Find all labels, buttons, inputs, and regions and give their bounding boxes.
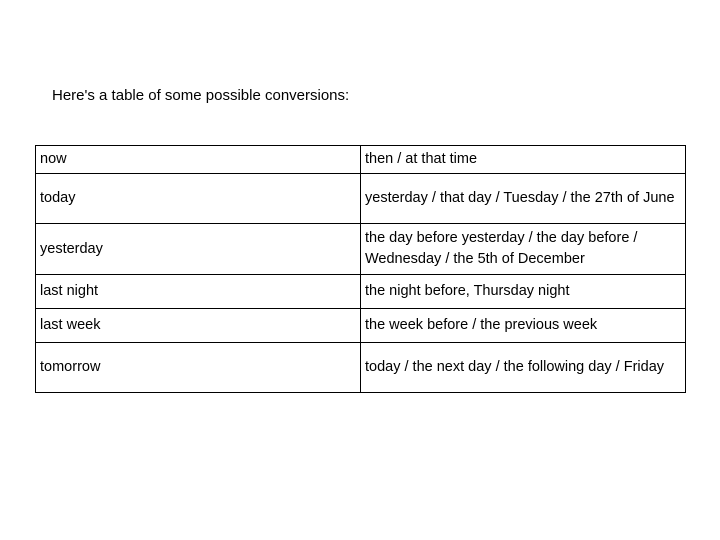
- table-cell-from: now: [36, 146, 361, 174]
- table-cell-from: tomorrow: [36, 343, 361, 393]
- table-cell-to: the week before / the previous week: [361, 309, 686, 343]
- table-cell-to: the night before, Thursday night: [361, 275, 686, 309]
- table-cell-from: today: [36, 174, 361, 224]
- conversions-table: [35, 145, 686, 393]
- table-cell-to: yesterday / that day / Tuesday / the 27th of June: [361, 174, 686, 224]
- table-cell-from: last week: [36, 309, 361, 343]
- table-row: [36, 146, 686, 174]
- table-row: [36, 343, 686, 393]
- table-cell-to: today / the next day / the following day / Friday: [361, 343, 686, 393]
- table-row: [36, 275, 686, 309]
- table-row: [36, 224, 686, 275]
- table-cell-from: yesterday: [36, 224, 361, 275]
- intro-text: Here's a table of some possible conversions:: [52, 87, 350, 104]
- table-row: [36, 174, 686, 224]
- table-cell-to: then / at that time: [361, 146, 686, 174]
- table-cell-from: last night: [36, 275, 361, 309]
- table-cell-to: the day before yesterday / the day before / Wednesday / the 5th of December: [361, 224, 686, 275]
- table-row: [36, 309, 686, 343]
